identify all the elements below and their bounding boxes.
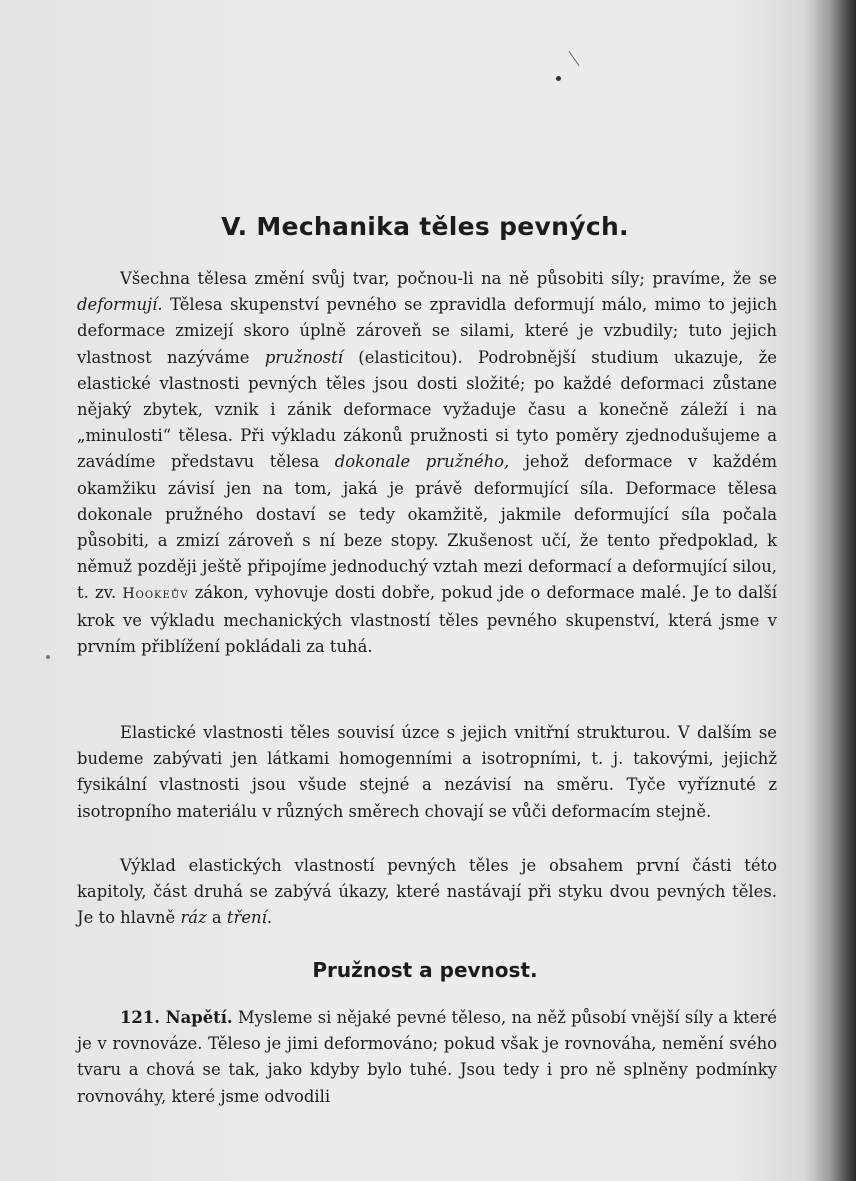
intro-paragraph-3 [77,853,777,932]
text-run: Tělesa skupenství pevného se zpravidla deformují málo, mimo to jejich deformace zmizejí skoro úplně zároveň se silami, které je vzbudily; tuto jejich vlastnost nazýváme [77,295,777,367]
text-run: Mysleme si nějaké pevné těleso, na něž působí vnější síly a které je v rovnováze. Těleso je jimi deformováno; pokud však je rovnováha, nemění svého tvaru a chová se tak, jako kdyby bylo tuhé. Jsou tedy i pro ně splněny podmínky rovnováhy, které jsme odvodili [77,1008,777,1106]
chapter-title: V. Mechanika těles pevných. [221,212,629,241]
paragraph-text: Elastické vlastnosti těles souvisí úzce s jejich vnitřní strukturou. V dalším se budeme zabývati jen látkami homogenními a isotropními, t. j. takovými, jejichž fysikální vlastnosti jsou všude stejné a nezávisí na směru. Tyče vyříznuté z isotropního materiálu v různých směrech chovají se vůči deformacím stejně. [77,723,777,821]
emphasis-term: tření [226,908,267,928]
text-run: (elasticitou). Podrobnější studium ukazuje, že elastické vlastnosti pevných těles jsou dosti složité; po každé deformaci zůstane nějaký zbytek, vznik i zánik deformace vyžaduje času a konečně záleží i na „minulosti“ tělesa. Při výkladu zákonů pružnosti si tyto poměry zjednodušujeme a zavádíme představu tělesa [77,347,777,472]
emphasis-term: deformují. [77,295,163,315]
text-run: Všechna tělesa změní svůj tvar, počnou-li na ně působiti síly; pravíme, že se [120,269,777,288]
text-run: . [266,908,273,928]
text-run: zákon, vyhovuje dosti dobře, pokud jde o deformace malé. Je to další krok ve výkladu mechanických vlastností těles pevného skupenství, která jsme v prvním přiblížení pokládali za tuhá. [77,583,777,656]
text-run: a [206,908,227,928]
section-paragraph-121 [77,1005,777,1110]
intro-paragraph-1 [77,266,777,660]
emphasis-term: pružností [264,347,343,367]
text-run: Výklad elastických vlastností pevných těles je obsahem první části této kapitoly, část druhá se zabývá úkazy, které nastávají při styku dvou pevných těles. Je to hlavně [77,856,777,928]
paragraph-number: 121. Napětí. [120,1008,233,1027]
emphasis-term: ráz [180,908,207,928]
section-title: Pružnost a pevnost. [312,958,538,982]
intro-paragraph-2 [77,720,777,825]
print-speck [46,655,50,659]
print-mark [568,51,579,66]
author-name: Hookeův [122,586,189,603]
text-run: jehož deformace v každém okamžiku závisí jen na tom, jaká je právě deformující síla. Deformace tělesa dokonale pružného dostaví se tedy okamžitě, jakmile deformující síla počala působiti, a zmizí zároveň s ní beze stopy. Zkušenost učí, že tento předpoklad, k němuž později ještě připojíme jednoduchý vztah mezi deformací a deformující silou, t. zv. [77,452,777,603]
print-speck [556,76,561,81]
emphasis-term: dokonale pružného, [334,452,510,472]
